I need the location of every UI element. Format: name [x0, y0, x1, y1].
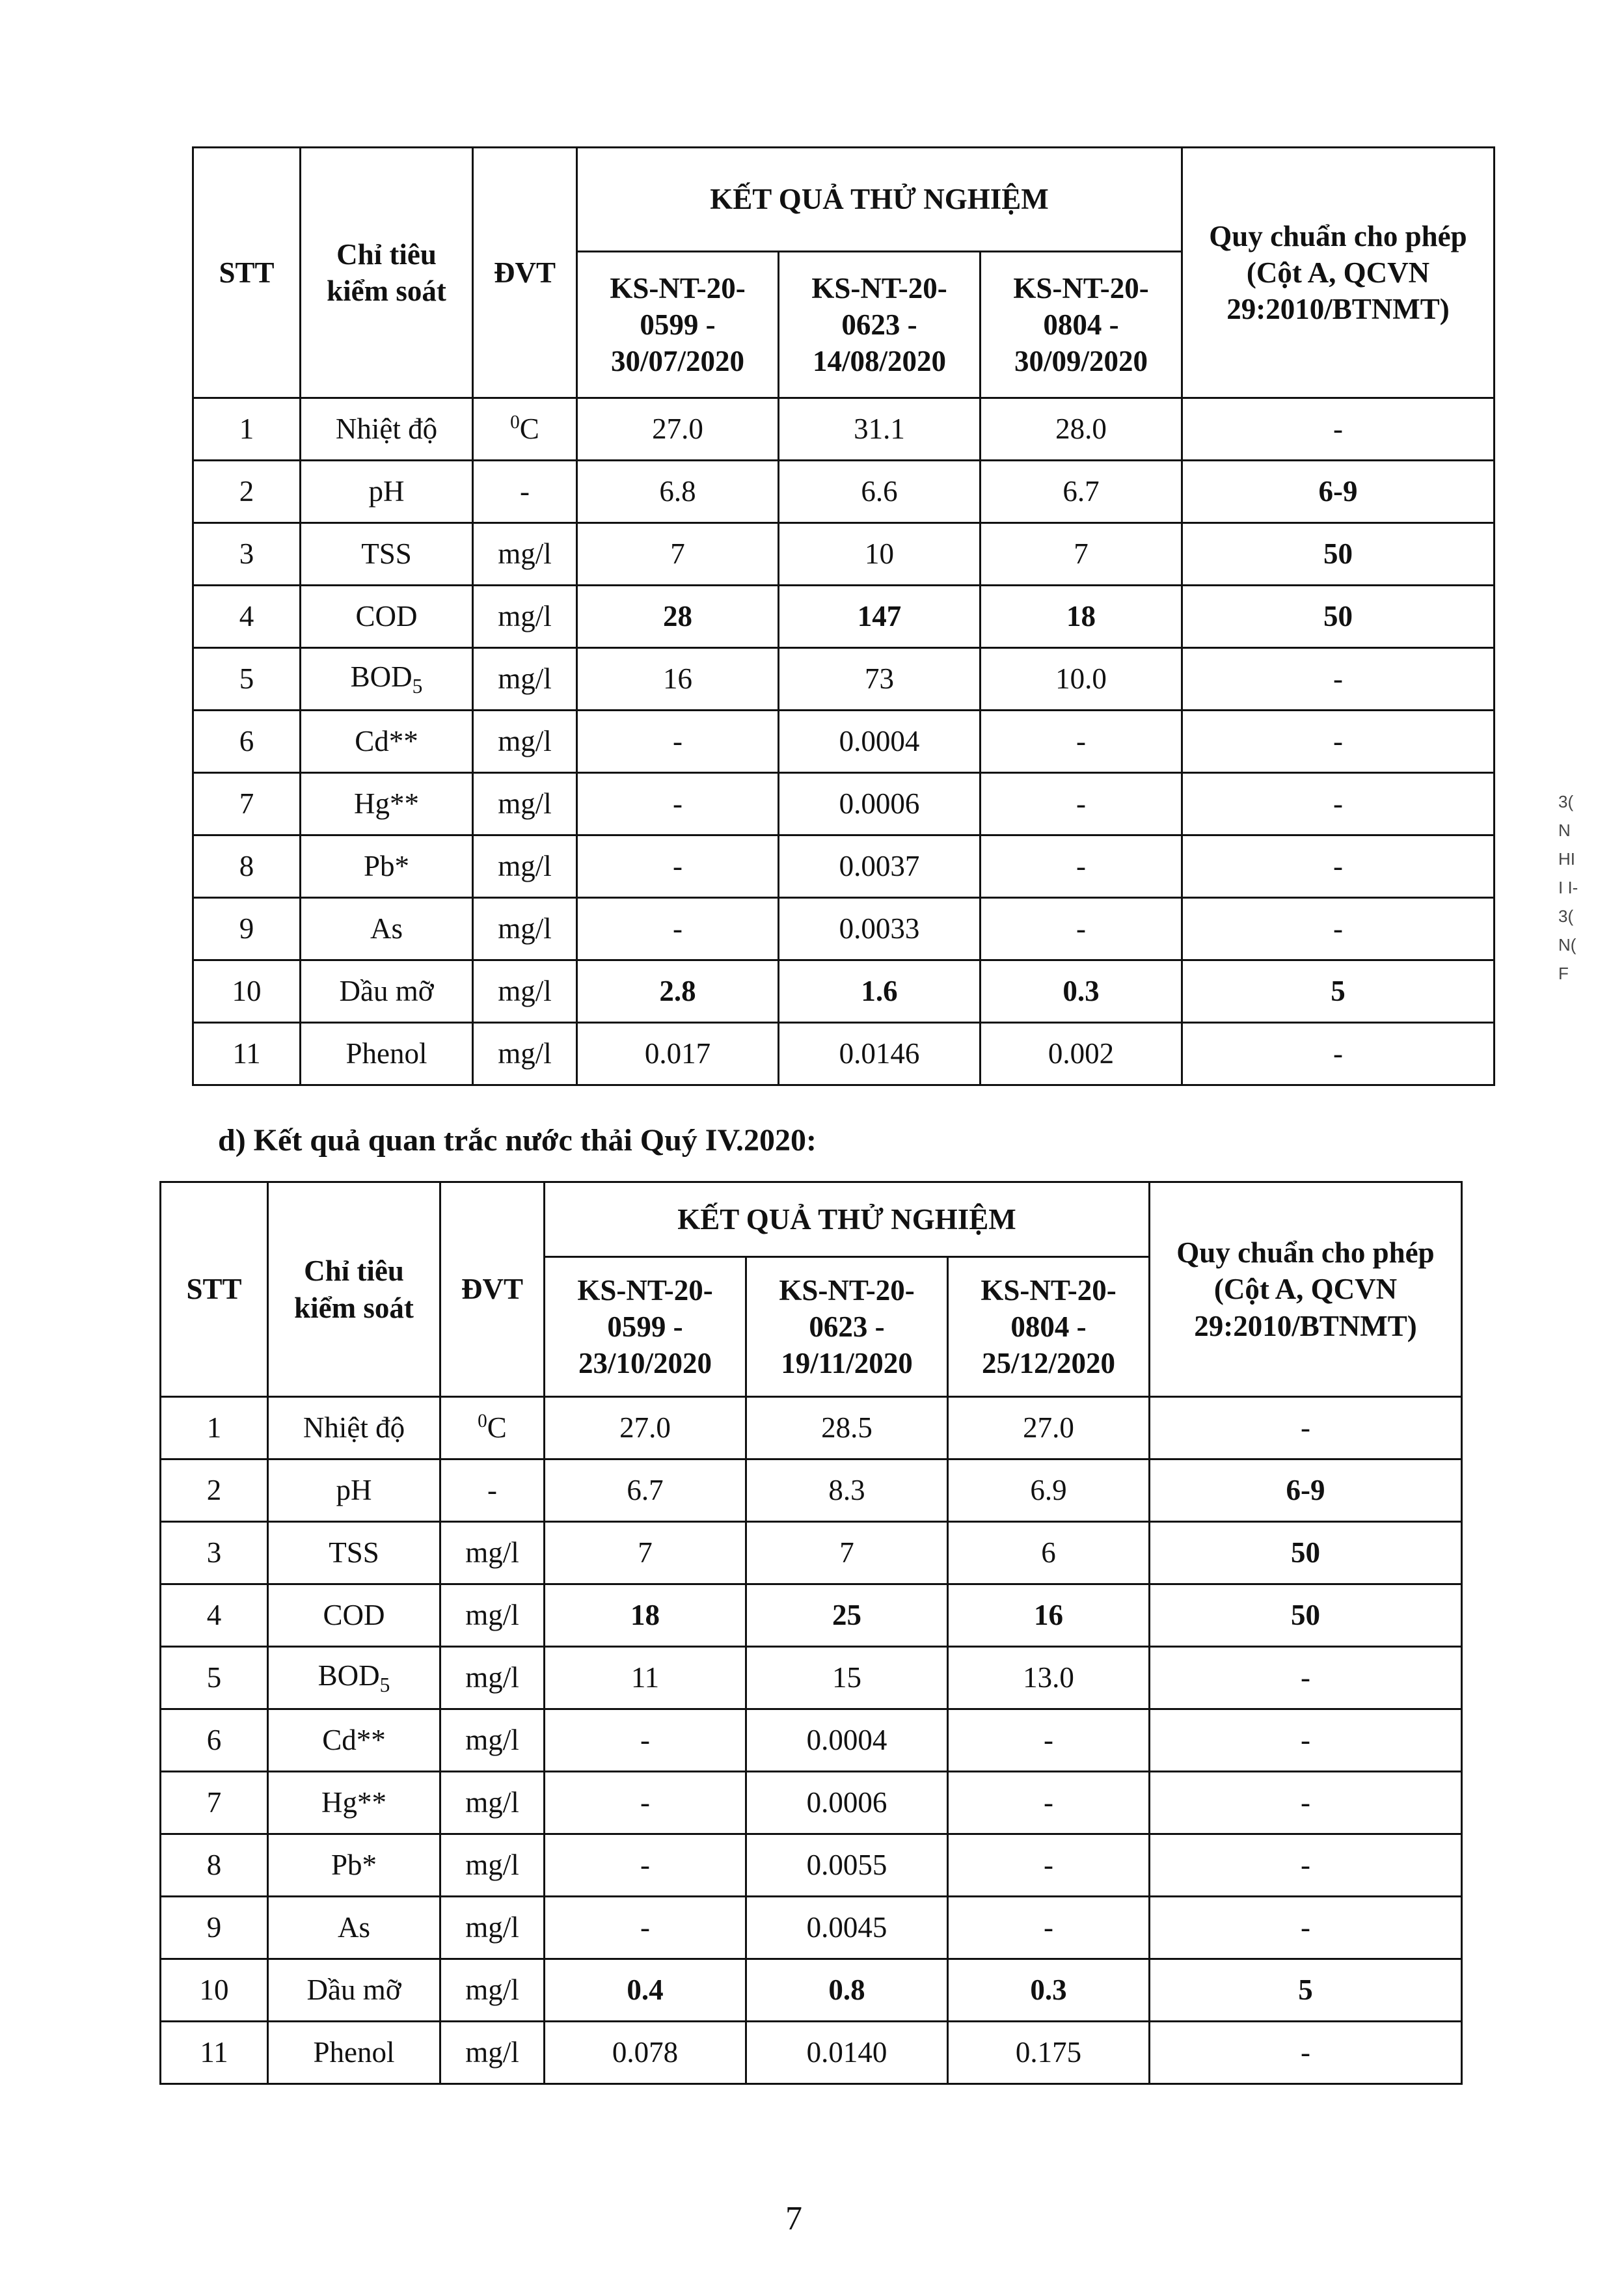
- cell-param: [301, 773, 473, 835]
- cell-limit: 5: [1182, 960, 1495, 1023]
- cell-limit: -: [1182, 773, 1495, 835]
- cell-limit: -: [1182, 711, 1495, 773]
- cell-value-3: 6: [948, 1522, 1150, 1584]
- cell-param: [268, 1709, 440, 1772]
- cell-value-3: -: [948, 1772, 1150, 1834]
- cell-param: [268, 1772, 440, 1834]
- cell-value-1: -: [577, 835, 779, 898]
- cell-value-3: 0.002: [981, 1023, 1182, 1085]
- cell-limit: -: [1182, 835, 1495, 898]
- param-name: BOD: [350, 660, 413, 694]
- cell-param: [268, 1584, 440, 1647]
- margin-scan-fragments: [1558, 787, 1597, 988]
- cell-value-2: 0.0045: [746, 1897, 948, 1959]
- cell-value-3: -: [981, 835, 1182, 898]
- cell-stt: 5: [193, 648, 301, 711]
- header-chi-tieu: Chỉ tiêu kiểm soát: [301, 148, 473, 398]
- table-row: [161, 1459, 1462, 1522]
- cell-value-3: 13.0: [948, 1647, 1150, 1709]
- cell-value-2: 0.0140: [746, 2022, 948, 2084]
- cell-limit: -: [1150, 1647, 1462, 1709]
- cell-limit: 50: [1182, 586, 1495, 648]
- param-name: Pb*: [331, 1849, 377, 1882]
- cell-value-3: -: [981, 773, 1182, 835]
- cell-stt: 9: [193, 898, 301, 960]
- cell-value-1: 7: [577, 523, 779, 586]
- margin-fragment: HI: [1558, 849, 1575, 869]
- cell-value-2: 0.0004: [746, 1709, 948, 1772]
- cell-param: [301, 648, 473, 711]
- margin-fragment: 3(: [1558, 906, 1574, 926]
- unit-superscript: 0: [510, 412, 520, 433]
- header-stt: STT: [193, 148, 301, 398]
- table-row: [193, 711, 1495, 773]
- cell-param: [268, 1397, 440, 1459]
- table-row: [161, 1772, 1462, 1834]
- cell-stt: 2: [161, 1459, 268, 1522]
- cell-value-3: 0.175: [948, 2022, 1150, 2084]
- cell-value-1: 27.0: [545, 1397, 746, 1459]
- cell-stt: 3: [193, 523, 301, 586]
- cell-param: [268, 1459, 440, 1522]
- cell-value-3: 6.9: [948, 1459, 1150, 1522]
- cell-value-1: 28: [577, 586, 779, 648]
- cell-value-2: 147: [779, 586, 981, 648]
- table-row: [161, 1897, 1462, 1959]
- cell-limit: -: [1150, 2022, 1462, 2084]
- cell-value-3: 10.0: [981, 648, 1182, 711]
- cell-stt: 11: [161, 2022, 268, 2084]
- unit-text: C: [487, 1411, 507, 1445]
- cell-stt: 8: [161, 1834, 268, 1897]
- cell-value-2: 73: [779, 648, 981, 711]
- results-table-q4: [159, 1181, 1463, 2085]
- cell-unit: mg/l: [440, 1834, 545, 1897]
- cell-value-2: 28.5: [746, 1397, 948, 1459]
- cell-limit: -: [1182, 398, 1495, 461]
- param-subscript: 5: [379, 1674, 390, 1697]
- cell-value-1: 27.0: [577, 398, 779, 461]
- cell-value-1: -: [577, 773, 779, 835]
- header-sample-1: KS-NT-20-0599 - 23/10/2020: [545, 1257, 746, 1397]
- cell-param: [301, 835, 473, 898]
- cell-value-3: -: [948, 1709, 1150, 1772]
- header-dvt: ĐVT: [440, 1182, 545, 1397]
- cell-limit: -: [1182, 1023, 1495, 1085]
- param-name: As: [337, 1911, 370, 1944]
- cell-value-2: 0.8: [746, 1959, 948, 2022]
- cell-value-1: -: [577, 898, 779, 960]
- cell-value-1: 6.7: [545, 1459, 746, 1522]
- cell-param: [268, 1959, 440, 2022]
- cell-value-3: 27.0: [948, 1397, 1150, 1459]
- margin-fragment: 3(: [1558, 792, 1574, 811]
- table-row: [193, 773, 1495, 835]
- cell-stt: 4: [161, 1584, 268, 1647]
- table-row: [161, 1647, 1462, 1709]
- cell-stt: 7: [193, 773, 301, 835]
- cell-unit: mg/l: [440, 1709, 545, 1772]
- cell-stt: 8: [193, 835, 301, 898]
- cell-unit: mg/l: [440, 1959, 545, 2022]
- cell-value-2: 0.0006: [779, 773, 981, 835]
- header-quy-chuan: Quy chuẩn cho phép (Cột A, QCVN 29:2010/BTNMT): [1150, 1182, 1462, 1397]
- cell-param: [301, 898, 473, 960]
- header-sample-2: KS-NT-20-0623 - 19/11/2020: [746, 1257, 948, 1397]
- cell-stt: 3: [161, 1522, 268, 1584]
- param-name: As: [370, 912, 403, 945]
- cell-unit: mg/l: [473, 773, 577, 835]
- cell-unit: mg/l: [473, 711, 577, 773]
- cell-value-3: 28.0: [981, 398, 1182, 461]
- cell-limit: -: [1150, 1709, 1462, 1772]
- cell-value-3: 18: [981, 586, 1182, 648]
- cell-value-3: -: [948, 1897, 1150, 1959]
- cell-limit: -: [1150, 1834, 1462, 1897]
- cell-value-1: -: [577, 711, 779, 773]
- cell-value-2: 6.6: [779, 461, 981, 523]
- cell-stt: 1: [193, 398, 301, 461]
- cell-value-1: -: [545, 1772, 746, 1834]
- cell-stt: 11: [193, 1023, 301, 1085]
- cell-param: [268, 2022, 440, 2084]
- param-name: Pb*: [363, 850, 410, 883]
- cell-param: [301, 960, 473, 1023]
- header-chi-tieu: Chỉ tiêu kiểm soát: [268, 1182, 440, 1397]
- table-body-q3: [193, 398, 1495, 1085]
- margin-fragment: N(: [1558, 935, 1577, 955]
- cell-unit: mg/l: [440, 1897, 545, 1959]
- cell-value-1: -: [545, 1709, 746, 1772]
- header-sample-3: KS-NT-20-0804 - 25/12/2020: [948, 1257, 1150, 1397]
- cell-value-1: 2.8: [577, 960, 779, 1023]
- cell-unit: -: [440, 1459, 545, 1522]
- table-row: [161, 1709, 1462, 1772]
- param-name: pH: [368, 475, 405, 508]
- cell-unit: mg/l: [440, 2022, 545, 2084]
- param-name: COD: [323, 1599, 385, 1632]
- cell-value-1: 16: [577, 648, 779, 711]
- param-name: BOD: [318, 1659, 380, 1692]
- cell-value-1: -: [545, 1897, 746, 1959]
- cell-unit: mg/l: [473, 523, 577, 586]
- cell-value-1: 0.078: [545, 2022, 746, 2084]
- param-name: TSS: [329, 1536, 379, 1569]
- cell-stt: 10: [193, 960, 301, 1023]
- table-row: [193, 398, 1495, 461]
- unit-text: C: [519, 413, 539, 446]
- header-sample-2: KS-NT-20-0623 - 14/08/2020: [779, 252, 981, 398]
- cell-unit: mg/l: [440, 1647, 545, 1709]
- cell-stt: 10: [161, 1959, 268, 2022]
- cell-value-2: 0.0146: [779, 1023, 981, 1085]
- param-name: Hg**: [321, 1786, 386, 1819]
- cell-limit: 50: [1150, 1522, 1462, 1584]
- cell-value-1: -: [545, 1834, 746, 1897]
- cell-stt: 5: [161, 1647, 268, 1709]
- cell-limit: 6-9: [1182, 461, 1495, 523]
- param-name: TSS: [361, 537, 412, 571]
- cell-value-1: 0.4: [545, 1959, 746, 2022]
- margin-fragment: F: [1558, 964, 1569, 983]
- table-row: [193, 960, 1495, 1023]
- cell-value-1: 18: [545, 1584, 746, 1647]
- cell-stt: 6: [161, 1709, 268, 1772]
- cell-unit: mg/l: [473, 648, 577, 711]
- cell-value-3: 0.3: [948, 1959, 1150, 2022]
- param-name: Dầu mỡ: [306, 1974, 401, 2007]
- cell-value-2: 0.0033: [779, 898, 981, 960]
- cell-limit: -: [1150, 1897, 1462, 1959]
- cell-value-2: 0.0006: [746, 1772, 948, 1834]
- cell-param: [268, 1522, 440, 1584]
- table-row: [161, 1522, 1462, 1584]
- param-name: pH: [336, 1474, 372, 1507]
- cell-stt: 7: [161, 1772, 268, 1834]
- param-name: Phenol: [345, 1037, 427, 1070]
- cell-param: [301, 461, 473, 523]
- cell-value-2: 0.0037: [779, 835, 981, 898]
- cell-param: [268, 1834, 440, 1897]
- cell-value-3: 16: [948, 1584, 1150, 1647]
- cell-limit: 6-9: [1150, 1459, 1462, 1522]
- cell-value-2: 0.0004: [779, 711, 981, 773]
- cell-value-3: -: [981, 711, 1182, 773]
- header-ket-qua: KẾT QUẢ THỬ NGHIỆM: [577, 148, 1182, 252]
- table-row: [161, 1834, 1462, 1897]
- table-body-q4: [161, 1397, 1462, 2084]
- cell-param: [301, 523, 473, 586]
- cell-unit: [440, 1397, 545, 1459]
- cell-value-2: 25: [746, 1584, 948, 1647]
- cell-param: [268, 1897, 440, 1959]
- cell-unit: mg/l: [473, 960, 577, 1023]
- table-row: [193, 523, 1495, 586]
- section-heading: d) Kết quả quan trắc nước thải Quý IV.2020:: [218, 1123, 817, 1158]
- cell-unit: mg/l: [473, 898, 577, 960]
- cell-value-2: 10: [779, 523, 981, 586]
- cell-value-2: 15: [746, 1647, 948, 1709]
- param-name: COD: [355, 600, 418, 633]
- param-name: Nhiệt độ: [303, 1411, 405, 1445]
- margin-fragment: N: [1558, 821, 1571, 840]
- cell-value-1: 0.017: [577, 1023, 779, 1085]
- table-row: [161, 1584, 1462, 1647]
- cell-unit: mg/l: [440, 1522, 545, 1584]
- cell-unit: mg/l: [473, 835, 577, 898]
- cell-limit: -: [1182, 648, 1495, 711]
- table-row: [161, 2022, 1462, 2084]
- cell-param: [301, 1023, 473, 1085]
- cell-param: [301, 398, 473, 461]
- cell-value-3: 0.3: [981, 960, 1182, 1023]
- cell-unit: mg/l: [473, 1023, 577, 1085]
- param-subscript: 5: [412, 675, 423, 698]
- cell-value-3: 7: [981, 523, 1182, 586]
- cell-limit: 50: [1150, 1584, 1462, 1647]
- cell-limit: 5: [1150, 1959, 1462, 2022]
- table-row: [193, 835, 1495, 898]
- param-name: Phenol: [313, 2036, 395, 2069]
- cell-value-1: 11: [545, 1647, 746, 1709]
- table-row: [193, 898, 1495, 960]
- cell-value-2: 31.1: [779, 398, 981, 461]
- cell-value-1: 7: [545, 1522, 746, 1584]
- cell-unit: -: [473, 461, 577, 523]
- cell-value-2: 0.0055: [746, 1834, 948, 1897]
- cell-value-3: 6.7: [981, 461, 1182, 523]
- cell-stt: 9: [161, 1897, 268, 1959]
- table-row: [161, 1959, 1462, 2022]
- param-name: Cd**: [322, 1724, 386, 1757]
- cell-unit: mg/l: [473, 586, 577, 648]
- param-name: Cd**: [355, 725, 418, 758]
- cell-unit: mg/l: [440, 1772, 545, 1834]
- cell-param: [268, 1647, 440, 1709]
- param-name: Nhiệt độ: [335, 413, 438, 446]
- header-sample-1: KS-NT-20-0599 - 30/07/2020: [577, 252, 779, 398]
- header-quy-chuan: Quy chuẩn cho phép (Cột A, QCVN 29:2010/BTNMT): [1182, 148, 1495, 398]
- cell-limit: -: [1150, 1397, 1462, 1459]
- cell-value-1: 6.8: [577, 461, 779, 523]
- cell-stt: 1: [161, 1397, 268, 1459]
- cell-limit: -: [1150, 1772, 1462, 1834]
- param-name: Dầu mỡ: [339, 975, 434, 1008]
- header-dvt: ĐVT: [473, 148, 577, 398]
- results-table-q3: [192, 146, 1495, 1086]
- cell-unit: [473, 398, 577, 461]
- cell-param: [301, 711, 473, 773]
- cell-value-2: 7: [746, 1522, 948, 1584]
- cell-value-3: -: [981, 898, 1182, 960]
- table-row: [193, 586, 1495, 648]
- table-row: [193, 1023, 1495, 1085]
- cell-limit: -: [1182, 898, 1495, 960]
- header-sample-3: KS-NT-20-0804 - 30/09/2020: [981, 252, 1182, 398]
- cell-value-3: -: [948, 1834, 1150, 1897]
- margin-fragment: I I-: [1558, 878, 1578, 897]
- cell-stt: 2: [193, 461, 301, 523]
- param-name: Hg**: [354, 787, 419, 821]
- cell-value-2: 8.3: [746, 1459, 948, 1522]
- cell-param: [301, 586, 473, 648]
- table-row: [161, 1397, 1462, 1459]
- header-ket-qua: KẾT QUẢ THỬ NGHIỆM: [545, 1182, 1150, 1257]
- cell-stt: 6: [193, 711, 301, 773]
- table-row: [193, 461, 1495, 523]
- page-number: 7: [785, 2200, 802, 2237]
- cell-limit: 50: [1182, 523, 1495, 586]
- cell-value-2: 1.6: [779, 960, 981, 1023]
- unit-superscript: 0: [478, 1411, 487, 1432]
- table-row: [193, 648, 1495, 711]
- header-stt: STT: [161, 1182, 268, 1397]
- cell-stt: 4: [193, 586, 301, 648]
- cell-unit: mg/l: [440, 1584, 545, 1647]
